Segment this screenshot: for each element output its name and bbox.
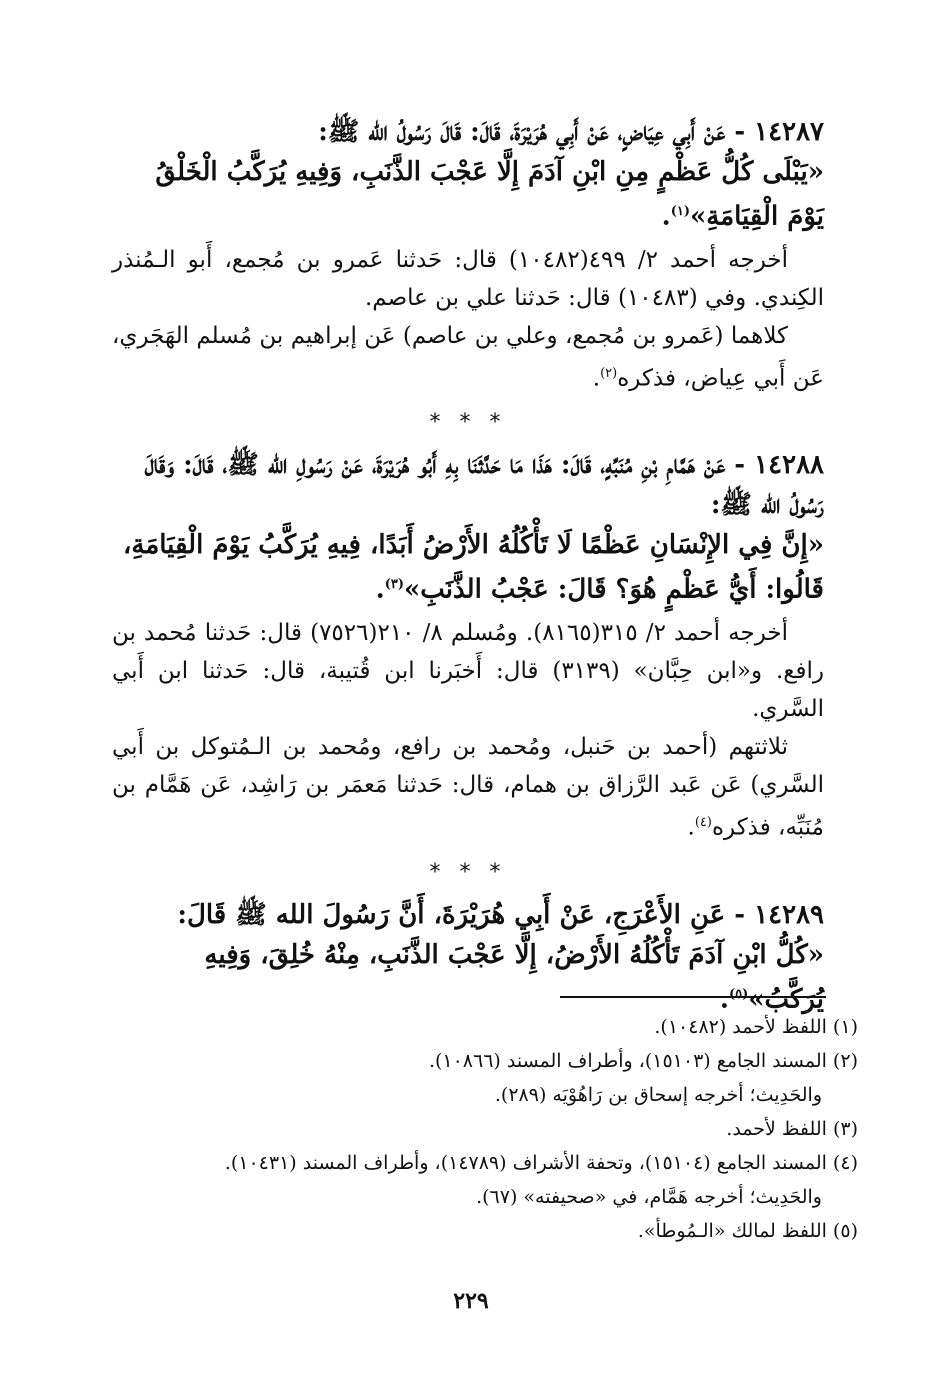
matn-end: . [375, 574, 385, 605]
matn-text: «يَبْلَى كُلُّ عَظْمٍ مِنِ ابْنِ آدَمَ إِلَّا عَجْبَ الذَّنَبِ، وَفِيهِ يُرَكَّبُ الْخَلْقُ يَوْمَ الْقِيَامَةِ» [155, 157, 824, 232]
matn-end: . [661, 201, 671, 232]
footnote-4: (٤) المسند الجامع (١٥١٠٤)، وتحفة الأشراف (١٤٧٨٩)، وأطراف المسند (١٠٤٣١). [224, 1152, 858, 1174]
takhrij [112, 614, 824, 847]
page-number: ٢٢٩ [453, 1288, 489, 1314]
matn-end: . [719, 984, 729, 1015]
hadith-heading [112, 895, 824, 935]
hadith-number: ١٤٢٨٩ [754, 899, 824, 930]
hadith-matn [112, 525, 824, 610]
hadith-isnad: - عَنْ أَبِي عِيَاضٍ، عَنْ أَبِي هُرَيْرَةَ، قَالَ: قَالَ رَسُولُ الله ﷺ: [318, 117, 746, 147]
footnote-ref: (١) [670, 204, 690, 219]
matn-text: «كُلُّ ابْنِ آدَمَ تَأْكُلُهُ الأَرْضُ، إِلَّا عَجْبَ الذَّنَبِ، مِنْهُ خُلِقَ، وَفِيهِ يُرَكَّبُ» [204, 939, 824, 1015]
footnote-1: (١) اللفظ لأحمد (١٠٤٨٢). [654, 1016, 858, 1038]
takhrij [112, 241, 824, 398]
section-separator: * * * [429, 410, 507, 436]
takhrij-paragraph [112, 317, 824, 398]
takhrij-end: . [592, 365, 601, 392]
footnote-4-continuation: والحَدِيث؛ أخرجه هَمَّام، في «صحيفته» (٦٧). [476, 1186, 822, 1208]
takhrij-end: . [687, 814, 695, 841]
takhrij-text: ثلاثتهم (أحمد بن حَنبل، ومُحمد بن رافع، ومُحمد بن الـمُتوكل بن أَبي السَّري) عَن عَبد الرَّزاق بن همام، قال: حَدثنا مَعمَر بن رَاشِد، عَن هَمَّام بن مُنَبِّه، فذكره [112, 733, 824, 841]
hadith-matn [112, 935, 824, 1020]
takhrij-paragraph [112, 728, 824, 847]
hadith-matn [112, 152, 824, 237]
footnote-2: (٢) المسند الجامع (١٥١٠٣)، وأطراف المسند (١٠٨٦٦). [428, 1050, 858, 1072]
hadith-heading [112, 445, 824, 525]
hadith-14289 [112, 895, 824, 1020]
main-text [112, 112, 824, 1019]
hadith-number: ١٤٢٨٧ [754, 117, 824, 147]
footnote-ref: (٥) [728, 986, 749, 1002]
footnote-ref: (٣) [384, 577, 405, 593]
takhrij-paragraph: أخرجه أحمد ٢/ ٣١٥(٨١٦٥). ومُسلم ٨/ ٢١٠(٧٥٢٦) قال: حَدثنا مُحمد بن رافع. و«ابن حِبَّان» (٣١٣٩) قال: أَخبَرنا ابن قُتيبة، قال: حَدثنا ابن أَبي السَّري. [112, 619, 824, 722]
footnote-5: (٥) اللفظ لمالك «الـمُوطأ». [637, 1220, 858, 1242]
matn-text: «إِنَّ فِي الإِنْسَانِ عَظْمًا لَا تَأْكُلُهُ الأَرْضُ أَبَدًا، فِيهِ يُرَكَّبُ يَوْمَ الْقِيَامَةِ، قَالُوا: أَيُّ عَظْمٍ هُوَ؟ قَالَ: عَجْبُ الذَّنَبِ» [123, 530, 824, 605]
footnote-ref: (٢) [600, 365, 618, 381]
hadith-isnad: - عَنِ الأَعْرَجِ، عَنْ أَبِي هُرَيْرَةَ، أَنَّ رَسُولَ الله ﷺ قَالَ: [177, 899, 746, 930]
footnote-divider [560, 996, 826, 998]
takhrij-text: كلاهما (عَمرو بن مُجمع، وعلي بن عاصم) عَن إبراهيم بن مُسلم الهَجَري، عَن أَبي عِياض، فذكره [112, 322, 824, 392]
footnote-ref: (٤) [694, 814, 712, 830]
section-separator: * * * [429, 859, 507, 885]
hadith-14288 [112, 445, 824, 846]
takhrij-paragraph: أخرجه أحمد ٢/ ٤٩٩(١٠٤٨٢) قال: حَدثنا عَمرو بن مُجمع، أَبو الـمُنذر الكِندي. وفي (١٠٤٨٣) قال: حَدثنا علي بن عاصم. [112, 246, 824, 311]
hadith-14287 [112, 112, 824, 397]
hadith-isnad: - عَنْ هَمَّامِ بْنِ مُنَبِّهٍ، قَالَ: هَذَا مَا حَدَّثَنَا بِهِ أَبُو هُرَيْرَةَ، عَنْ رَسُولِ الله ﷺ، قَالَ: وَقَالَ رَسُولُ الله ﷺ: [144, 450, 824, 521]
footnote-2-continuation: والحَدِيث؛ أخرجه إسحاق بن رَاهُوْيَه (٢٨٩). [494, 1084, 822, 1106]
hadith-heading [112, 112, 824, 152]
footnotes [98, 1010, 858, 1248]
hadith-number: ١٤٢٨٨ [754, 450, 824, 481]
footnote-3: (٣) اللفظ لأحمد. [726, 1118, 858, 1140]
